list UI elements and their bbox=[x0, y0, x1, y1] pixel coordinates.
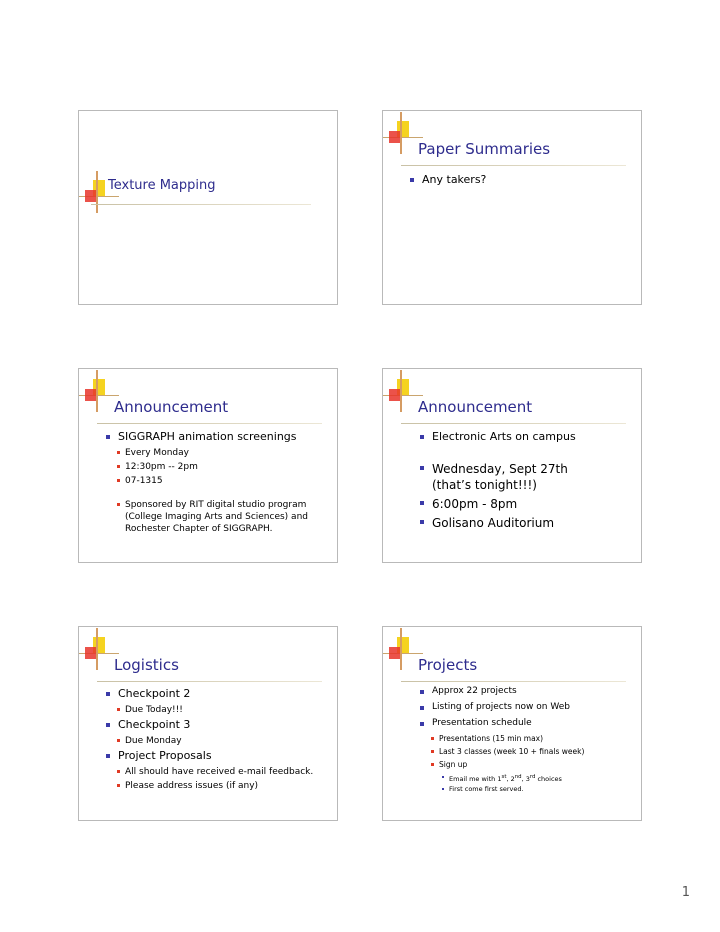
slide-announcement-ea bbox=[382, 368, 642, 563]
superscript: rd bbox=[529, 774, 536, 780]
sub-bullet-item: 12:30pm -- 2pm bbox=[117, 461, 329, 473]
bullet-item: Golisano Auditorium bbox=[420, 515, 633, 531]
page-number: 1 bbox=[681, 885, 690, 900]
sub-sub-bullet-item: First come first served. bbox=[442, 784, 633, 794]
email-text: , 3 bbox=[521, 775, 530, 784]
slide-paper-summaries bbox=[382, 110, 642, 305]
slide-title: Logistics bbox=[114, 656, 179, 674]
email-text: , 2 bbox=[506, 775, 515, 784]
sub-bullet-item: All should have received e-mail feedback. bbox=[117, 766, 329, 778]
title-rule bbox=[91, 204, 311, 205]
sub-bullet-item: Due Monday bbox=[117, 735, 329, 747]
slide-logo-icon bbox=[383, 111, 423, 157]
bullet-item: Approx 22 projects bbox=[420, 685, 633, 698]
bullet-item: Listing of projects now on Web bbox=[420, 701, 633, 714]
slide-logo-icon bbox=[383, 627, 423, 673]
bullet-item: Wednesday, Sept 27th (that’s tonight!!!) bbox=[420, 461, 592, 493]
slide-projects bbox=[382, 626, 642, 821]
sub-bullet-item: 07-1315 bbox=[117, 475, 329, 487]
slide-logo-icon bbox=[383, 369, 423, 415]
sub-bullet-item: Please address issues (if any) bbox=[117, 780, 329, 792]
bullet-item: SIGGRAPH animation screenings bbox=[106, 430, 329, 444]
bullet-item: Project Proposals bbox=[106, 749, 329, 763]
email-text: Email me with 1 bbox=[449, 775, 502, 784]
bullet-item: Checkpoint 2 bbox=[106, 687, 329, 701]
sub-bullet-item: Last 3 classes (week 10 + finals week) bbox=[431, 746, 633, 757]
bullet-item: 6:00pm - 8pm bbox=[420, 496, 633, 512]
slide-title: Announcement bbox=[114, 398, 229, 416]
title-rule bbox=[401, 165, 626, 166]
sub-bullet-item: Sign up bbox=[431, 759, 633, 770]
slide-logistics bbox=[78, 626, 338, 821]
slide-title: Announcement bbox=[418, 398, 533, 416]
sub-bullet-item: Every Monday bbox=[117, 447, 329, 459]
slide-texture-mapping bbox=[78, 110, 338, 305]
title-rule bbox=[401, 423, 626, 424]
title-rule bbox=[97, 423, 322, 424]
slide-announcement-siggraph bbox=[78, 368, 338, 563]
slide-title: Texture Mapping bbox=[108, 178, 216, 193]
bullet-item: Any takers? bbox=[410, 173, 633, 187]
superscript: st bbox=[501, 774, 507, 780]
superscript: nd bbox=[514, 774, 522, 780]
bullet-item: Electronic Arts on campus bbox=[420, 430, 633, 444]
slide-logo-icon bbox=[79, 369, 119, 415]
sub-bullet-item: Sponsored by RIT digital studio program (College Imaging Arts and Sciences) and Rochester Chapter of SIGGRAPH. bbox=[117, 499, 329, 535]
title-rule bbox=[97, 681, 322, 682]
slide-logo-icon bbox=[79, 627, 119, 673]
slide-title: Projects bbox=[418, 656, 478, 674]
email-text: choices bbox=[535, 775, 562, 784]
slide-logo-icon bbox=[79, 170, 119, 216]
sub-sub-bullet-item bbox=[442, 772, 633, 784]
slide-title: Paper Summaries bbox=[418, 140, 551, 158]
bullet-item: Presentation schedule bbox=[420, 717, 633, 730]
bullet-item: Checkpoint 3 bbox=[106, 718, 329, 732]
sub-bullet-item: Presentations (15 min max) bbox=[431, 733, 633, 744]
sub-bullet-item: Due Today!!! bbox=[117, 704, 329, 716]
title-rule bbox=[401, 681, 626, 682]
